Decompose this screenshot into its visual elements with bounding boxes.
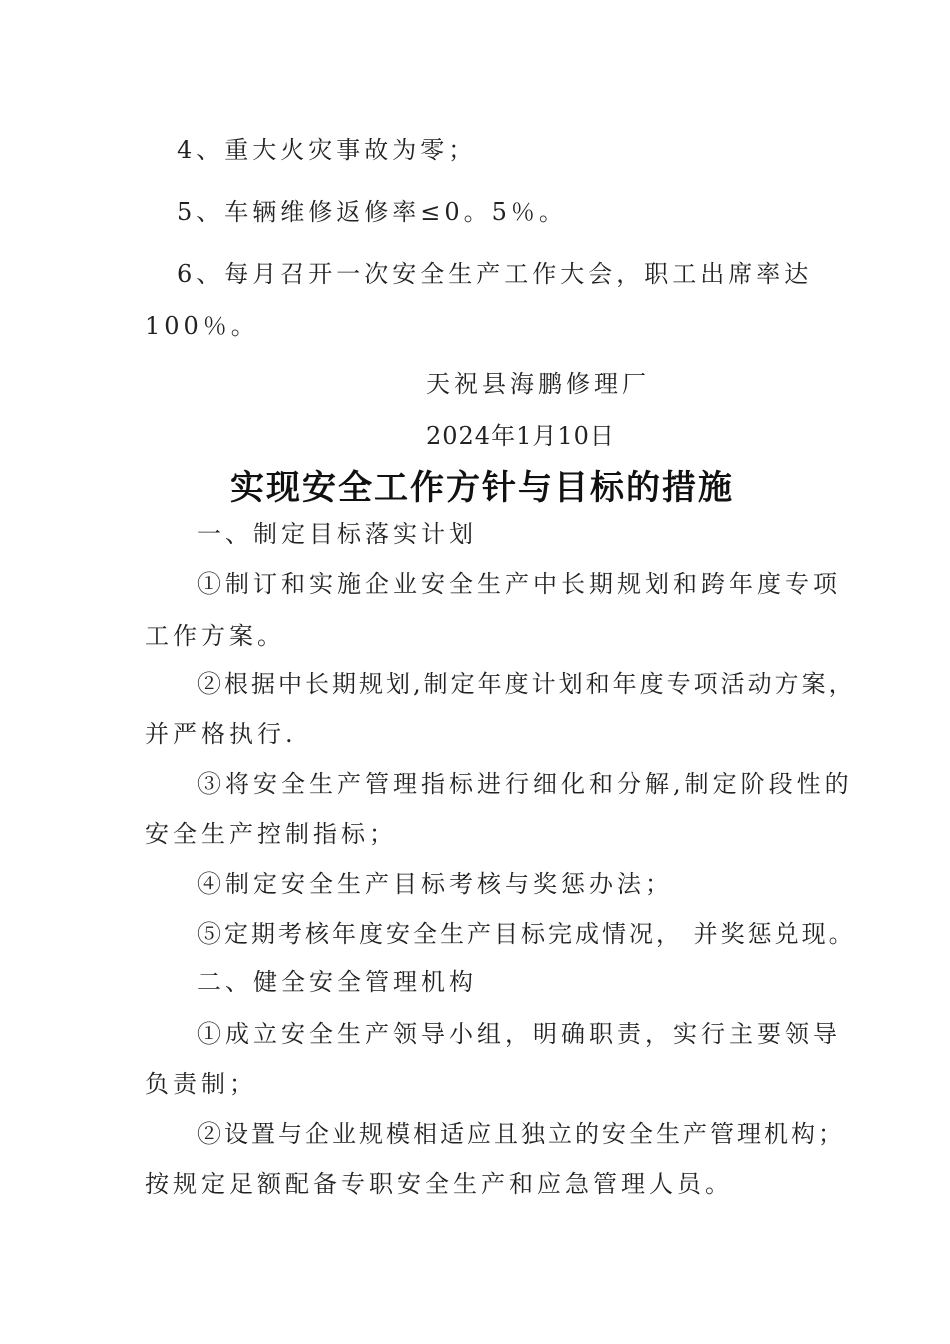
goal-item-4: 4、重大火灾事故为零；: [177, 136, 477, 164]
measure-1-3: ③将安全生产管理指标进行细化和分解,制定阶段性的: [197, 770, 853, 798]
measure-2-2-continued: 按规定足额配备专职安全生产和应急管理人员。: [145, 1170, 733, 1198]
heading-2: 二、健全安全管理机构: [197, 968, 477, 996]
measure-1-2: ②根据中长期规划,制定年度计划和年度专项活动方案，: [197, 670, 856, 698]
measure-1-4: ④制定安全生产目标考核与奖惩办法；: [197, 870, 673, 898]
heading-1: 一、制定目标落实计划: [197, 520, 477, 548]
measure-1-1-continued: 工作方案。: [145, 622, 285, 650]
goal-item-6: 6、每月召开一次安全生产工作大会，职工出席率达: [177, 260, 813, 288]
measure-2-1-continued: 负责制；: [145, 1070, 257, 1098]
measure-1-3-continued: 安全生产控制指标；: [145, 820, 397, 848]
goal-item-6-continued: 100％。: [145, 312, 259, 340]
measure-2-1: ①成立安全生产领导小组，明确职责，实行主要领导: [197, 1020, 841, 1048]
section-title: 实现安全工作方针与目标的措施: [230, 468, 734, 508]
measure-2-2: ②设置与企业规模相适应且独立的安全生产管理机构；: [197, 1120, 845, 1148]
measure-1-1: ①制订和实施企业安全生产中长期规划和跨年度专项: [197, 570, 841, 598]
measure-1-5: ⑤定期考核年度安全生产目标完成情况， 并奖惩兑现。: [197, 920, 856, 948]
signature-date: 2024年1月10日: [426, 422, 615, 450]
signature-organization: 天祝县海鹏修理厂: [426, 370, 650, 398]
measure-1-2-continued: 并严格执行.: [145, 720, 297, 748]
goal-item-5: 5、车辆维修返修率≤0。5％。: [177, 198, 567, 226]
